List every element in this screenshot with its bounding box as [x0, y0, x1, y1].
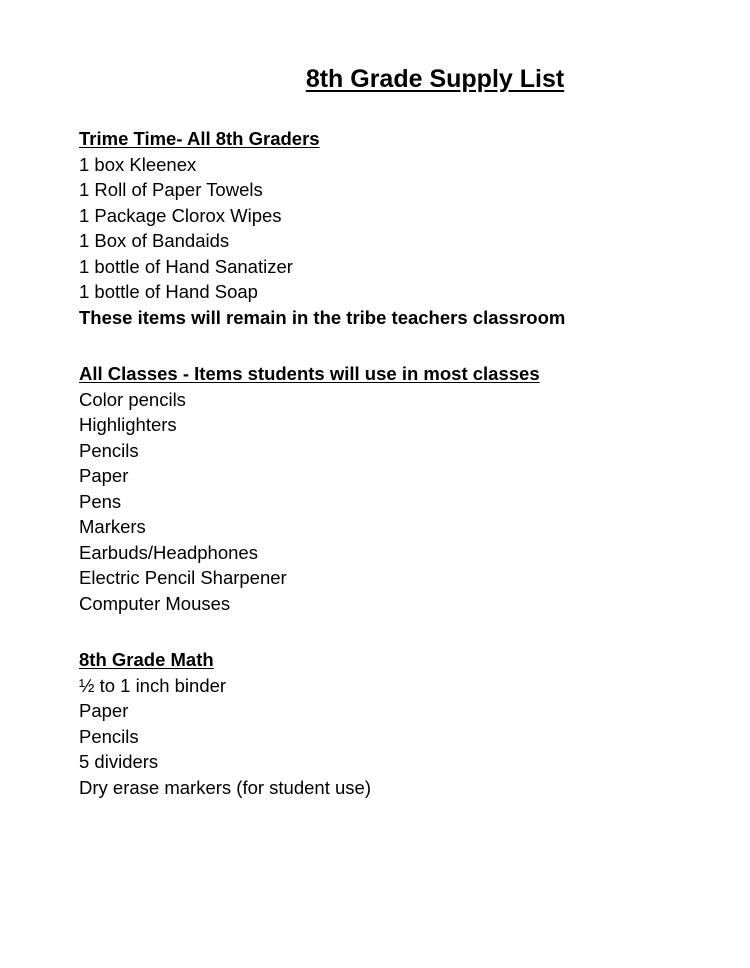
- supply-list: [79, 152, 710, 305]
- section-trime-time: [79, 126, 710, 330]
- list-item: Paper: [79, 465, 129, 486]
- section-heading: 8th Grade Math: [79, 649, 214, 670]
- list-item: Color pencils: [79, 388, 186, 410]
- section-heading: All Classes - Items students will use in most classes: [79, 363, 540, 384]
- list-item: Electric Pencil Sharpener: [79, 567, 287, 588]
- list-item: 1 Box of Bandaids: [79, 230, 230, 251]
- list-item: 1 box Kleenex: [79, 153, 197, 175]
- list-item: Computer Mouses: [79, 592, 231, 614]
- document-title: 8th Grade Supply List: [305, 65, 565, 93]
- list-item: Pencils: [79, 725, 139, 747]
- list-item: Dry erase markers (for student use): [79, 776, 371, 798]
- list-item: 1 Package Clorox Wipes: [79, 204, 282, 226]
- list-item: 1 bottle of Hand Soap: [79, 281, 258, 302]
- list-item: Markers: [79, 516, 146, 537]
- section-heading: Trime Time- All 8th Graders: [79, 128, 320, 149]
- section-8th-grade-math: [79, 647, 710, 800]
- list-item: ½ to 1 inch binder: [79, 674, 227, 696]
- list-item: Earbuds/Headphones: [79, 541, 258, 563]
- section-all-classes: [79, 361, 710, 616]
- list-item: 1 bottle of Hand Sanatizer: [79, 255, 293, 277]
- section-note: These items will remain in the tribe teachers classroom: [79, 306, 566, 328]
- list-item: Highlighters: [79, 414, 177, 435]
- supply-list: [79, 673, 710, 801]
- list-item: 5 dividers: [79, 751, 159, 772]
- list-item: 1 Roll of Paper Towels: [79, 179, 263, 200]
- list-item: Pens: [79, 490, 122, 512]
- list-item: Paper: [79, 700, 129, 721]
- supply-list: [79, 387, 710, 617]
- list-item: Pencils: [79, 439, 139, 461]
